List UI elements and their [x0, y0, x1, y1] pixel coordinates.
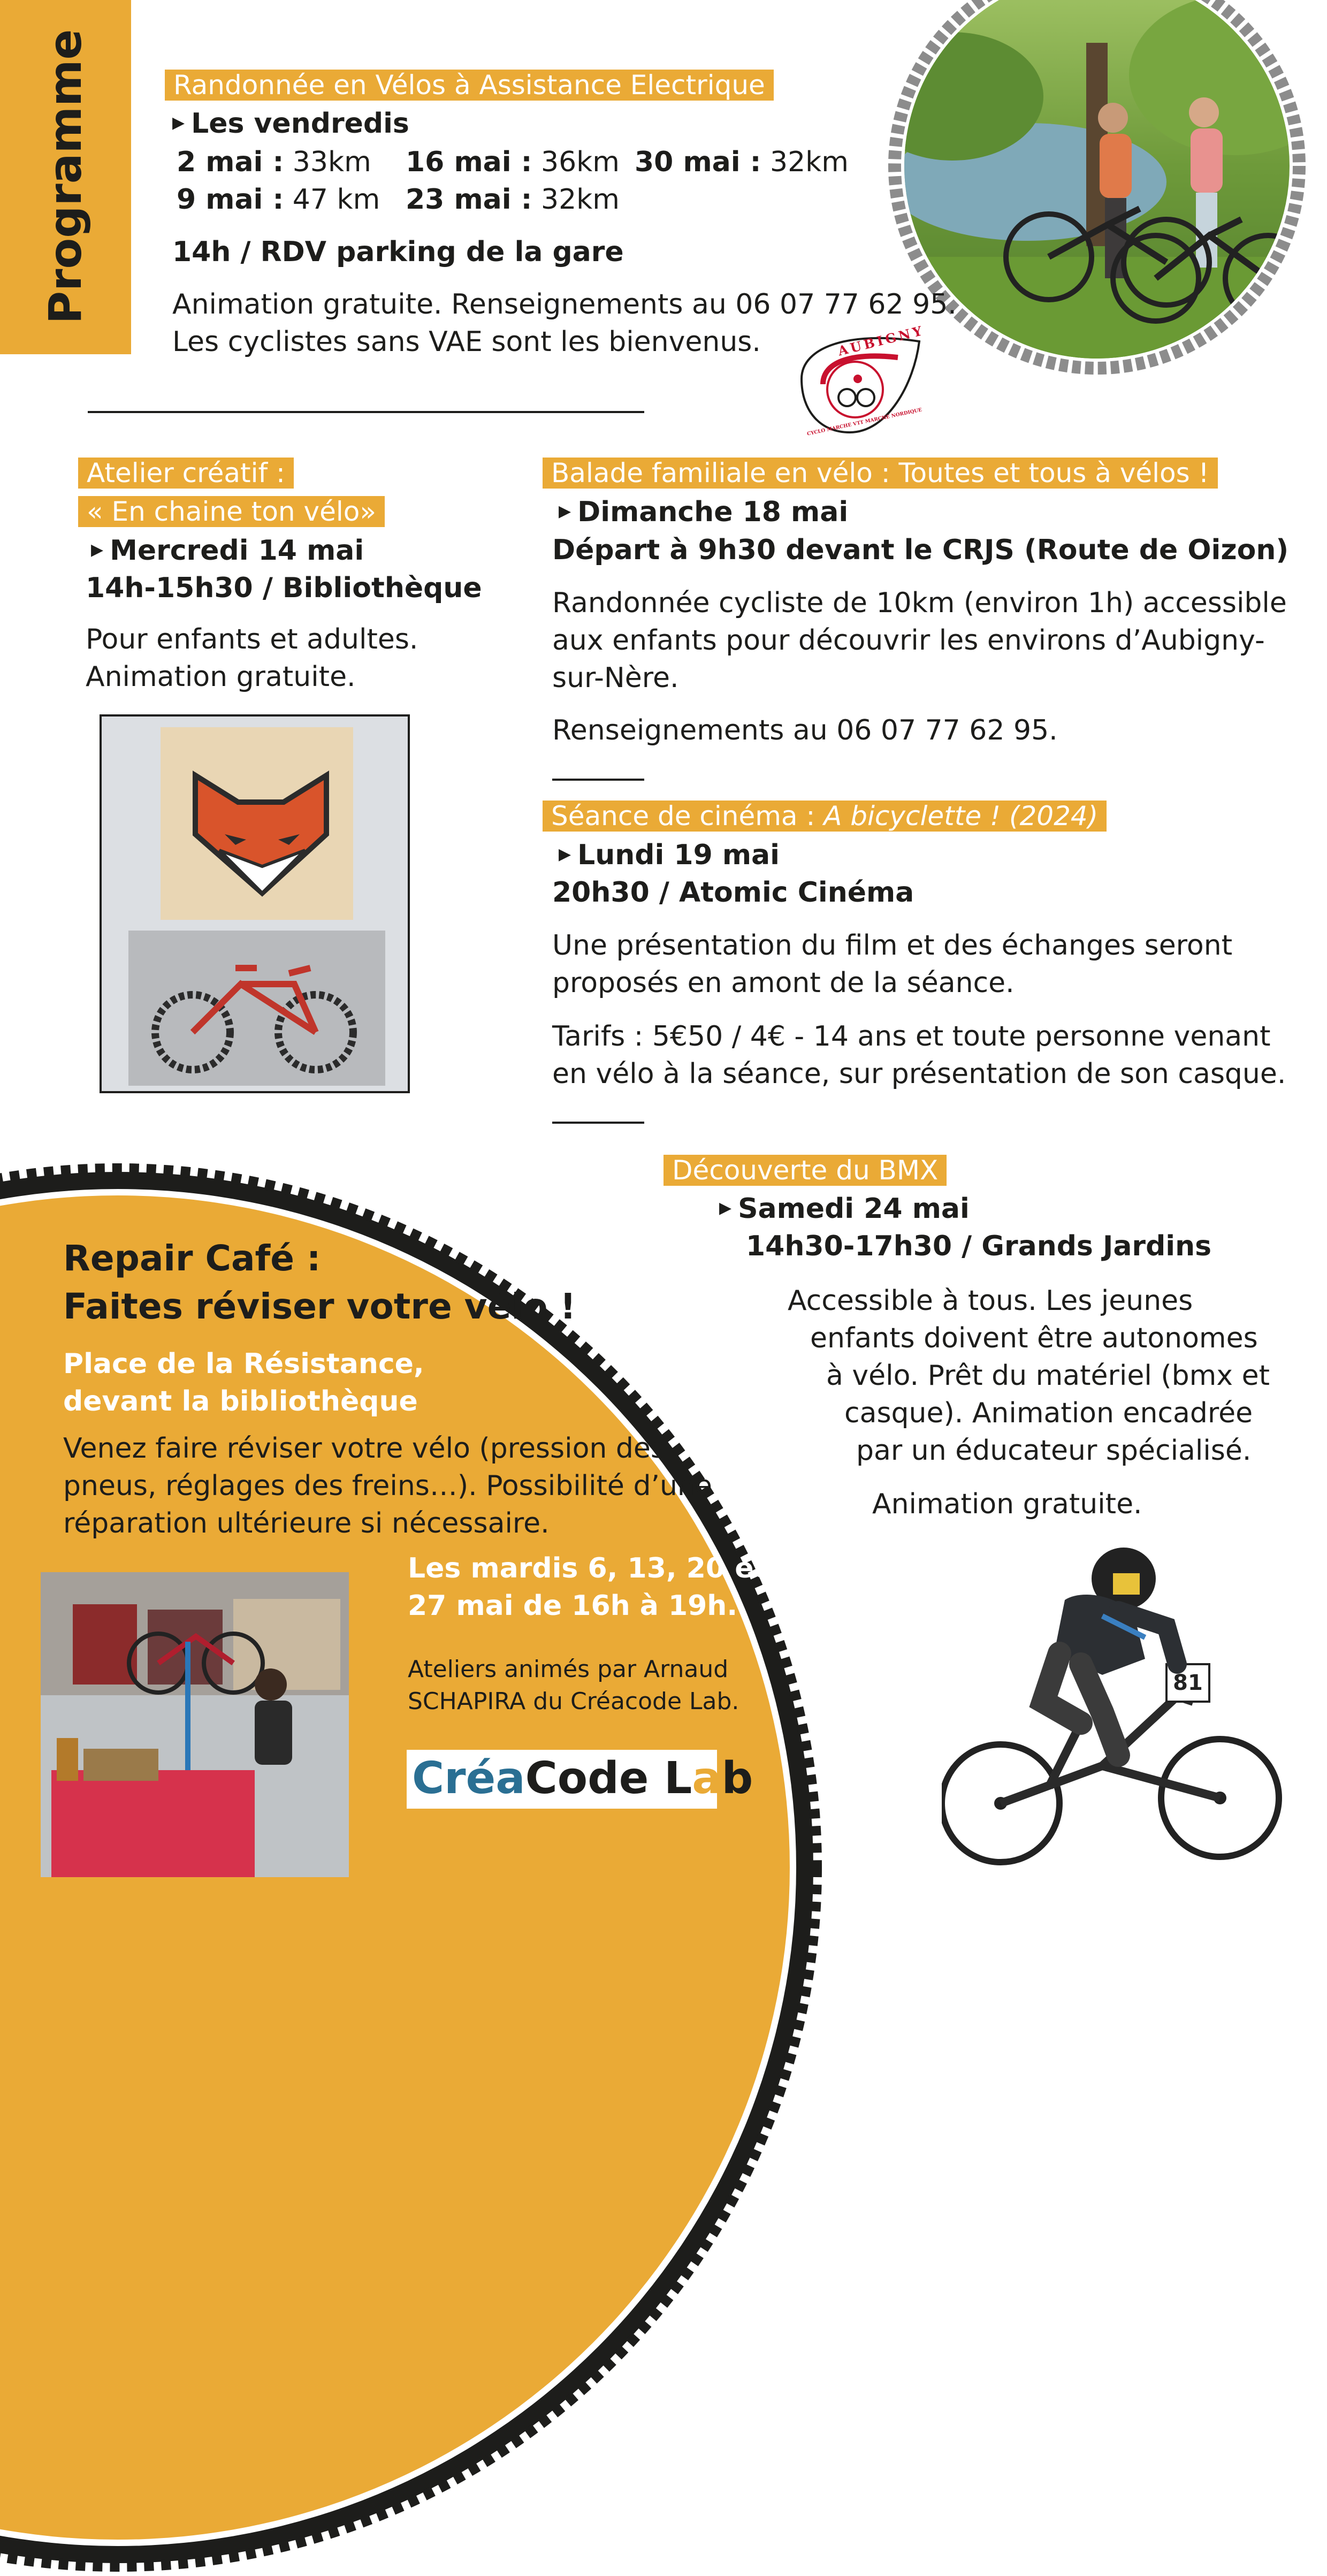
club-logo-subtitle: CYCLO MARCHE VTT MARCHE NORDIQUE: [806, 407, 923, 437]
repair-desc-1: Venez faire réviser votre vélo (pression des: [63, 1432, 665, 1465]
bmx-desc-1: Accessible à tous. Les jeunes: [788, 1285, 1193, 1317]
divider-top: [88, 411, 644, 413]
cinema-tarifs-1: Tarifs : 5€50 / 4€ - 14 ans et toute personne venant: [552, 1020, 1271, 1053]
creacode-logo-text-3: L: [649, 1753, 692, 1804]
bmx-desc-4: casque). Animation encadrée: [844, 1397, 1253, 1429]
creacode-logo: [407, 1750, 753, 1809]
vae-info-1: Animation gratuite. Renseignements au 06 07 77 62 95.: [172, 288, 957, 321]
divider-cinema: [552, 1122, 644, 1124]
vae-date-3: 30 mai : 32km: [635, 146, 849, 178]
bmx-date: ▶ Samedi 24 mai: [719, 1193, 970, 1225]
creacode-logo-text-2: Code: [525, 1753, 649, 1804]
atelier-title-2: « En chaine ton vélo»: [78, 496, 385, 527]
repair-dates-2: 27 mai de 16h à 19h.: [408, 1590, 738, 1622]
balade-date: ▶ Dimanche 18 mai: [559, 496, 849, 528]
repair-photo: [41, 1572, 349, 1877]
repair-credit-1: Ateliers animés par Arnaud: [408, 1656, 729, 1683]
balade-title: Balade familiale en vélo : Toutes et tous à vélos !: [543, 458, 1218, 489]
creacode-logo-text-4: a: [692, 1753, 722, 1804]
bmx-free: Animation gratuite.: [872, 1488, 1142, 1520]
vae-info-2: Les cyclistes sans VAE sont les bienvenus.: [172, 326, 761, 358]
repair-desc-3: réparation ultérieure si nécessaire.: [63, 1507, 550, 1539]
bmx-time: 14h30-17h30 / Grands Jardins: [746, 1230, 1212, 1262]
repair-credit-2: SCHAPIRA du Créacode Lab.: [408, 1688, 739, 1715]
cinema-desc-2: proposés en amont de la séance.: [552, 967, 1015, 999]
cinema-time: 20h30 / Atomic Cinéma: [552, 877, 914, 909]
cinema-date: ▶ Lundi 19 mai: [559, 839, 780, 871]
repair-place-1: Place de la Résistance,: [63, 1348, 424, 1380]
vae-rdv: 14h / RDV parking de la gare: [172, 236, 624, 268]
atelier-desc-1: Pour enfants et adultes.: [86, 623, 418, 656]
sidebar-tab: [0, 0, 131, 354]
vae-date-5: 23 mai : 32km: [406, 184, 620, 216]
repair-title-2: Faites réviser votre vélo !: [63, 1286, 576, 1327]
atelier-title-1: Atelier créatif :: [78, 458, 294, 489]
club-logo: [791, 322, 930, 443]
repair-title-1: Repair Café :: [63, 1238, 321, 1279]
bmx-desc-2: enfants doivent être autonomes: [810, 1322, 1258, 1354]
club-logo-name: AUBIGNY: [836, 322, 926, 359]
cinema-tarifs-2: en vélo à la séance, sur présentation de son casque.: [552, 1058, 1286, 1090]
vae-date-2: 16 mai : 36km: [406, 146, 620, 178]
divider-balade: [552, 779, 644, 781]
repair-place-2: devant la bibliothèque: [63, 1385, 418, 1417]
chain-art-photo: [100, 714, 410, 1093]
repair-dates-1: Les mardis 6, 13, 20 et: [408, 1552, 767, 1584]
cinema-title: Séance de cinéma : A bicyclette ! (2024): [543, 801, 1107, 832]
repair-desc-2: pneus, réglages des freins…). Possibilité d’une: [63, 1470, 712, 1502]
atelier-time: 14h-15h30 / Bibliothèque: [86, 572, 482, 604]
balade-depart: Départ à 9h30 devant le CRJS (Route de Oizon): [552, 534, 1289, 566]
vae-when: ▶ Les vendredis: [172, 108, 409, 140]
arrow-icon: ▶: [91, 540, 104, 559]
bmx-rider-plate: 81: [1173, 1671, 1203, 1695]
bmx-desc-3: à vélo. Prêt du matériel (bmx et: [826, 1360, 1270, 1392]
bmx-rider-image: [942, 1520, 1295, 1877]
arrow-icon: ▶: [559, 845, 571, 864]
vae-date-4: 9 mai : 47 km: [177, 184, 380, 216]
vae-date-1: 2 mai : 33km: [177, 146, 371, 178]
balade-desc-1: Randonnée cycliste de 10km (environ 1h) accessible: [552, 587, 1287, 619]
arrow-icon: ▶: [559, 502, 571, 521]
cinema-desc-1: Une présentation du film et des échanges seront: [552, 929, 1233, 962]
vae-title: Randonnée en Vélos à Assistance Electrique: [165, 70, 774, 101]
arrow-icon: ▶: [172, 113, 185, 132]
balade-info: Renseignements au 06 07 77 62 95.: [552, 714, 1058, 746]
arrow-icon: ▶: [719, 1199, 732, 1217]
creacode-logo-text-5: b: [721, 1753, 753, 1804]
creacode-logo-text-1: Créa: [412, 1753, 525, 1804]
bmx-title: Découverte du BMX: [664, 1155, 947, 1186]
balade-desc-2: aux enfants pour découvrir les environs d’Aubigny-: [552, 624, 1265, 657]
balade-desc-3: sur-Nère.: [552, 662, 679, 694]
bmx-desc-5: par un éducateur spécialisé.: [856, 1435, 1252, 1467]
sidebar-label: Programme: [39, 29, 91, 324]
atelier-date: ▶ Mercredi 14 mai: [91, 535, 364, 567]
atelier-desc-2: Animation gratuite.: [86, 661, 356, 693]
